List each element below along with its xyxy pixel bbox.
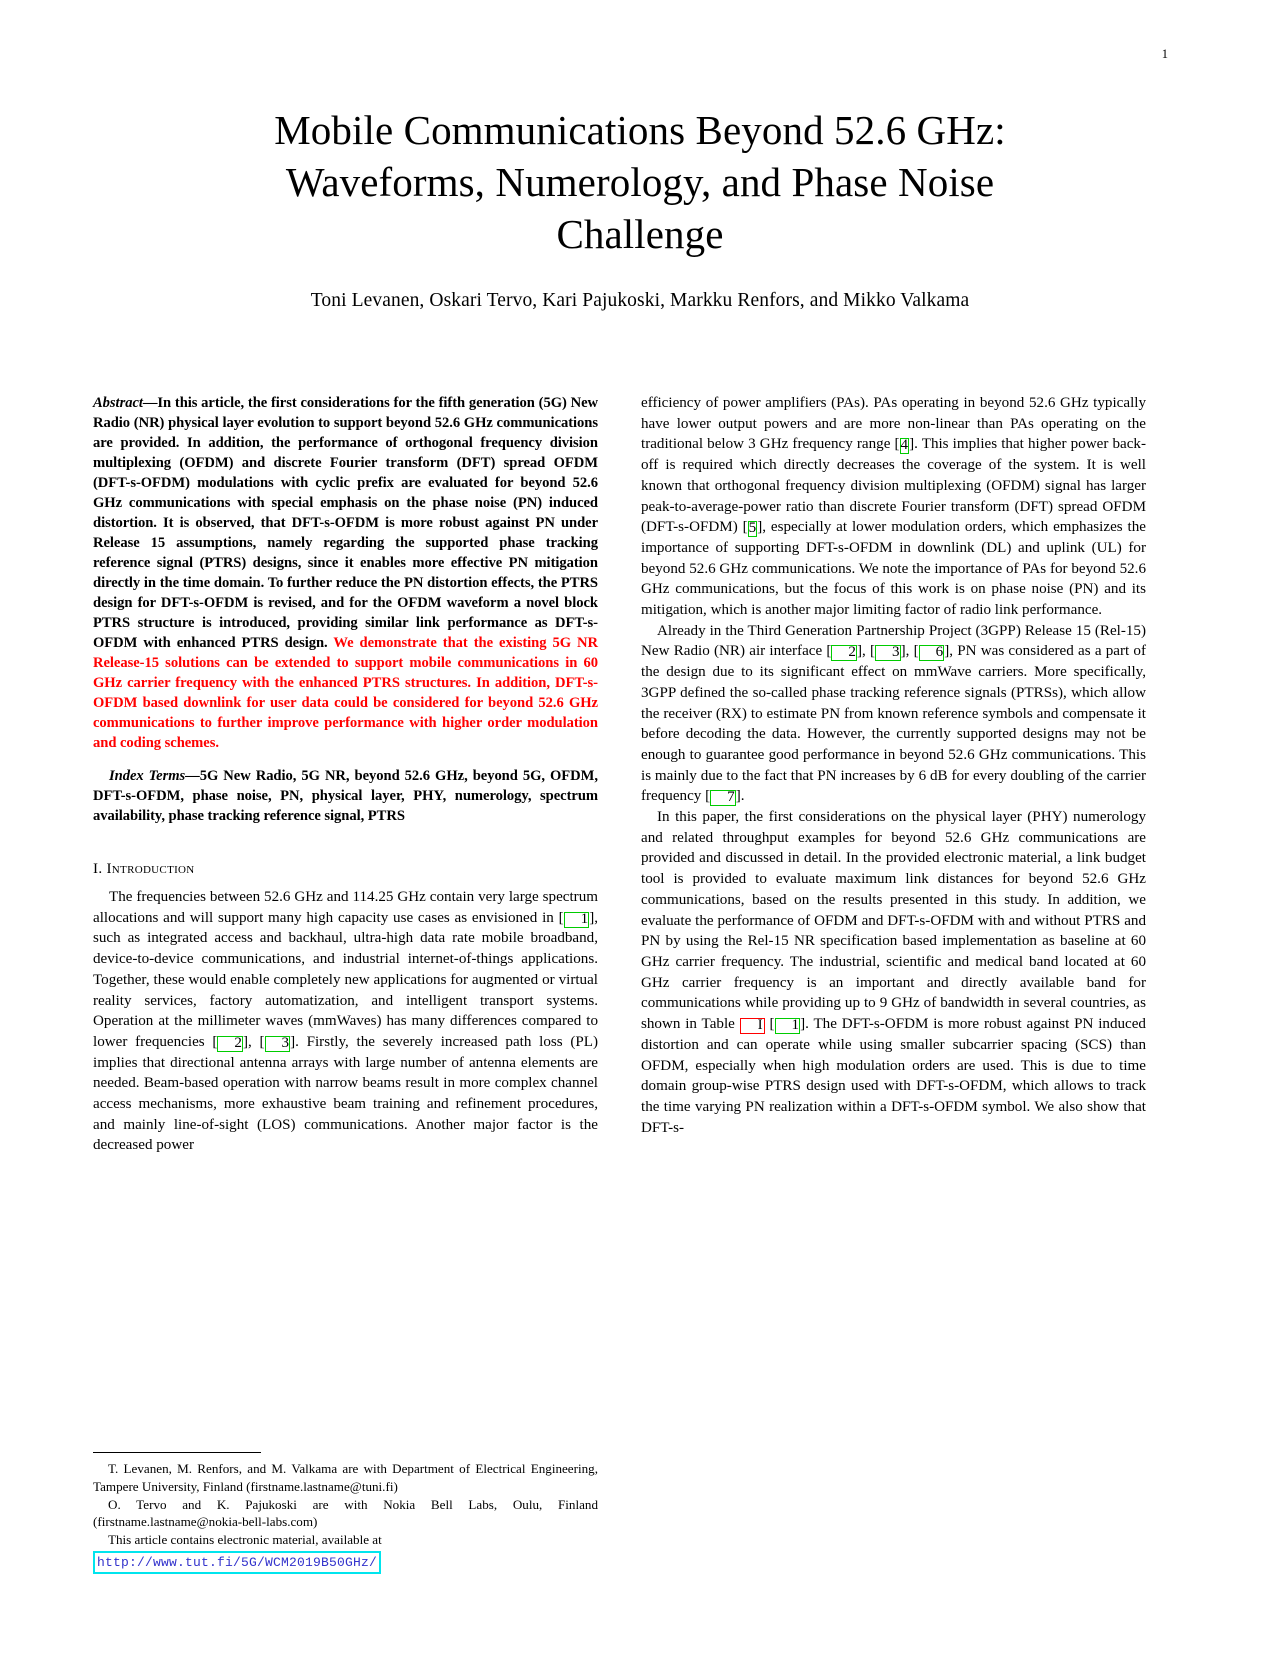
- abstract-paragraph: [93, 393, 598, 753]
- right-text-3b: [: [764, 1016, 775, 1033]
- citation-link-1[interactable]: 1: [564, 912, 590, 928]
- citation-link-3[interactable]: 3: [265, 1036, 291, 1052]
- citation-link-6[interactable]: 6: [919, 645, 945, 661]
- abstract-black-text: In this article, the first considerations for the fifth generation (5G) New Radio (NR) physical layer evolution to support beyond 52.6 GHz communications are provided. In addition, the performance of orthogonal frequency division multiplexing (OFDM) and discrete Fourier transform (DFT) spread OFDM (DFT-s-OFDM) modulations with cyclic prefix are evaluated for beyond 52.6 GHz communications with special emphasis on the phase noise (PN) induced distortion. It is observed, that DFT-s-OFDM is more robust against PN under Release 15 assumptions, namely regarding the supported phase tracking reference signal (PTRS) designs, since it enables more effective PN mitigation directly in the time domain. To further reduce the PN distortion effects, the PTRS design for DFT-s-OFDM is revised, and for the OFDM waveform a novel block PTRS structure is introduced, providing similar link performance as DFT-s-OFDM with enhanced PTRS design.: [93, 395, 598, 652]
- citation-link-3b[interactable]: 3: [875, 645, 901, 661]
- title-line-1: Mobile Communications Beyond 52.6 GHz:: [274, 107, 1006, 153]
- index-terms-text: 5G New Radio, 5G NR, beyond 52.6 GHz, beyond 5G, OFDM, DFT-s-OFDM, phase noise, PN, physical layer, PHY, numerology, spectrum availability, phase tracking reference signal, PTRS: [93, 768, 598, 825]
- right-paragraph-1: [641, 393, 1146, 621]
- intro-text-b: ], such as integrated access and backhaul, ultra-high data rate mobile broadband, device-to-device communications, and industrial internet-of-things applications. Together, these would enable completely new applications for augmented or virtual reality services, factory automatization, and intelligent transport systems. Operation at the millimeter waves (mmWaves) has many differences compared to lower frequencies [: [93, 909, 598, 1050]
- right-text-1c: ], especially at lower modulation orders, which emphasizes the importance of supporting DFT-s-OFDM in downlink (DL) and uplink (UL) for beyond 52.6 GHz communications. We note the importance of PAs for beyond 52.6 GHz communications, but the focus of this work is on phase noise (PN) and its mitigation, which is another major limiting factor of radio link performance.: [641, 519, 1146, 619]
- right-text-2b: ], [: [856, 643, 876, 660]
- right-paragraph-2: [641, 621, 1146, 807]
- page-title: [150, 104, 1130, 260]
- footnote-electronic-material: This article contains electronic material, available at: [108, 1532, 382, 1548]
- citation-link-7[interactable]: 7: [710, 790, 736, 806]
- title-block: [150, 104, 1130, 312]
- index-terms-dash: —: [185, 768, 200, 785]
- footnote-affiliation-tampere: T. Levanen, M. Renfors, and M. Valkama are with Department of Electrical Engineering, Tampere University, Finland (firstname.lastname@tuni.fi): [93, 1461, 598, 1494]
- right-text-2c: ], [: [900, 643, 919, 660]
- title-line-3: Challenge: [556, 211, 724, 258]
- footnote-affiliation-nokia: O. Tervo and K. Pajukoski are with Nokia Bell Labs, Oulu, Finland (firstname.lastname@nokia-bell-labs.com): [93, 1496, 598, 1530]
- electronic-material-url-box[interactable]: [93, 1551, 381, 1574]
- electronic-material-url[interactable]: http://www.tut.fi/5G/WCM2019B50GHz/: [97, 1554, 378, 1570]
- right-text-1a: efficiency of power amplifiers (PAs). PAs operating in beyond 52.6 GHz typically have lower output powers and are more non-linear than PAs operating on the traditional below 3 GHz frequency range [: [641, 395, 1146, 453]
- intro-text-a: The frequencies between 52.6 GHz and 114.25 GHz contain very large spectrum allocations and will support many high capacity use cases as envisioned in [: [93, 889, 598, 926]
- left-column: [93, 393, 598, 1593]
- right-text-3a: In this paper, the first considerations on the physical layer (PHY) numerology and related throughput examples for beyond 52.6 GHz communications are provided and discussed in detail. In the provided electronic material, a link budget tool is provided to evaluate maximum link distances for beyond 52.6 GHz communications, based on the results presented in this study. In addition, we evaluate the performance of OFDM and DFT-s-OFDM with and without PTRS and PN by using the Rel-15 NR specification based implementation as baseline at 60 GHz carrier frequency. The industrial, scientific and medical band located at 60 GHz carrier frequency is an important and directly available band for communications while providing up to 9 GHz of bandwidth in several countries, as shown in Table: [641, 809, 1146, 1033]
- section-heading-introduction: I. Introduction: [93, 861, 195, 878]
- citation-link-4[interactable]: 4: [900, 437, 909, 454]
- author-list: Toni Levanen, Oskari Tervo, Kari Pajukoski, Markku Renfors, and Mikko Valkama: [310, 290, 970, 312]
- intro-text-c: ], [: [242, 1033, 265, 1050]
- index-terms-label: Index Terms: [109, 768, 186, 785]
- page-number: 1: [1161, 47, 1168, 61]
- citation-link-5[interactable]: 5: [748, 520, 757, 537]
- right-paragraph-3: [641, 807, 1146, 1138]
- right-text-3c: ]. The DFT-s-OFDM is more robust against PN induced distortion and can operate while using smaller subcarrier spacing (SCS) than OFDM, especially when high modulation orders are used. This is due to time domain group-wise PTRS design used with DFT-s-OFDM, which allows to track the time varying PN realization within a DFT-s-OFDM symbol. We also show that DFT-s-: [641, 1016, 1146, 1136]
- index-terms-paragraph: [93, 766, 598, 826]
- citation-link-2b[interactable]: 2: [831, 645, 857, 661]
- right-column: [641, 393, 1146, 1593]
- abstract-dash: —: [142, 395, 158, 411]
- abstract-red-text: We demonstrate that the existing 5G NR Release-15 solutions can be extended to support mobile communications in 60 GHz carrier frequency with the enhanced PTRS structures. In addition, DFT-s-OFDM based downlink for user data could be considered for beyond 52.6 GHz communications to further improve performance with higher order modulation and coding schemes.: [93, 635, 598, 752]
- footnote-block: [93, 1452, 598, 1574]
- two-column-body: [93, 393, 1187, 1593]
- footnote-rule: [93, 1452, 261, 1453]
- right-text-2a: Already in the Third Generation Partnership Project (3GPP) Release 15 (Rel-15) New Radio (NR) air interface [: [641, 622, 1146, 660]
- title-line-2: Waveforms, Numerology, and Phase Noise: [285, 159, 995, 206]
- intro-text-d: ]. Firstly, the severely increased path loss (PL) implies that directional antenna arrays with large number of antenna elements are needed. Beam-based operation with narrow beams result in more complex channel access mechanisms, more exhaustive beam training and refinement procedures, and mainly line-of-sight (LOS) communications. Another major factor is the decreased power: [93, 1033, 599, 1154]
- abstract-label: Abstract: [93, 395, 143, 411]
- right-text-2d: ], PN was considered as a part of the design due to its significant effect on mmWave carriers. More specifically, 3GPP defined the so-called phase tracking reference signals (PTRSs), which allow the receiver (RX) to estimate PN from known reference symbols and compensate it before decoding the data. However, the currently supported designs may not be enough to guarantee good performance in beyond 52.6 GHz communications. This is mainly due to the fact that PN increases by 6 dB for every doubling of the carrier frequency [: [641, 643, 1147, 805]
- right-text-2e: ].: [735, 788, 745, 805]
- right-text-1b: ]. This implies that higher power back-off is required which directly decreases the coverage of the system. It is well known that orthogonal frequency division multiplexing (OFDM) signal has larger peak-to-average-power ratio than discrete Fourier transform (DFT) spread OFDM (DFT-s-OFDM) [: [641, 436, 1146, 536]
- intro-paragraph-1: [93, 887, 598, 1156]
- citation-link-1b[interactable]: 1: [775, 1018, 801, 1034]
- table-reference-link[interactable]: I: [740, 1018, 765, 1034]
- citation-link-2[interactable]: 2: [217, 1036, 243, 1052]
